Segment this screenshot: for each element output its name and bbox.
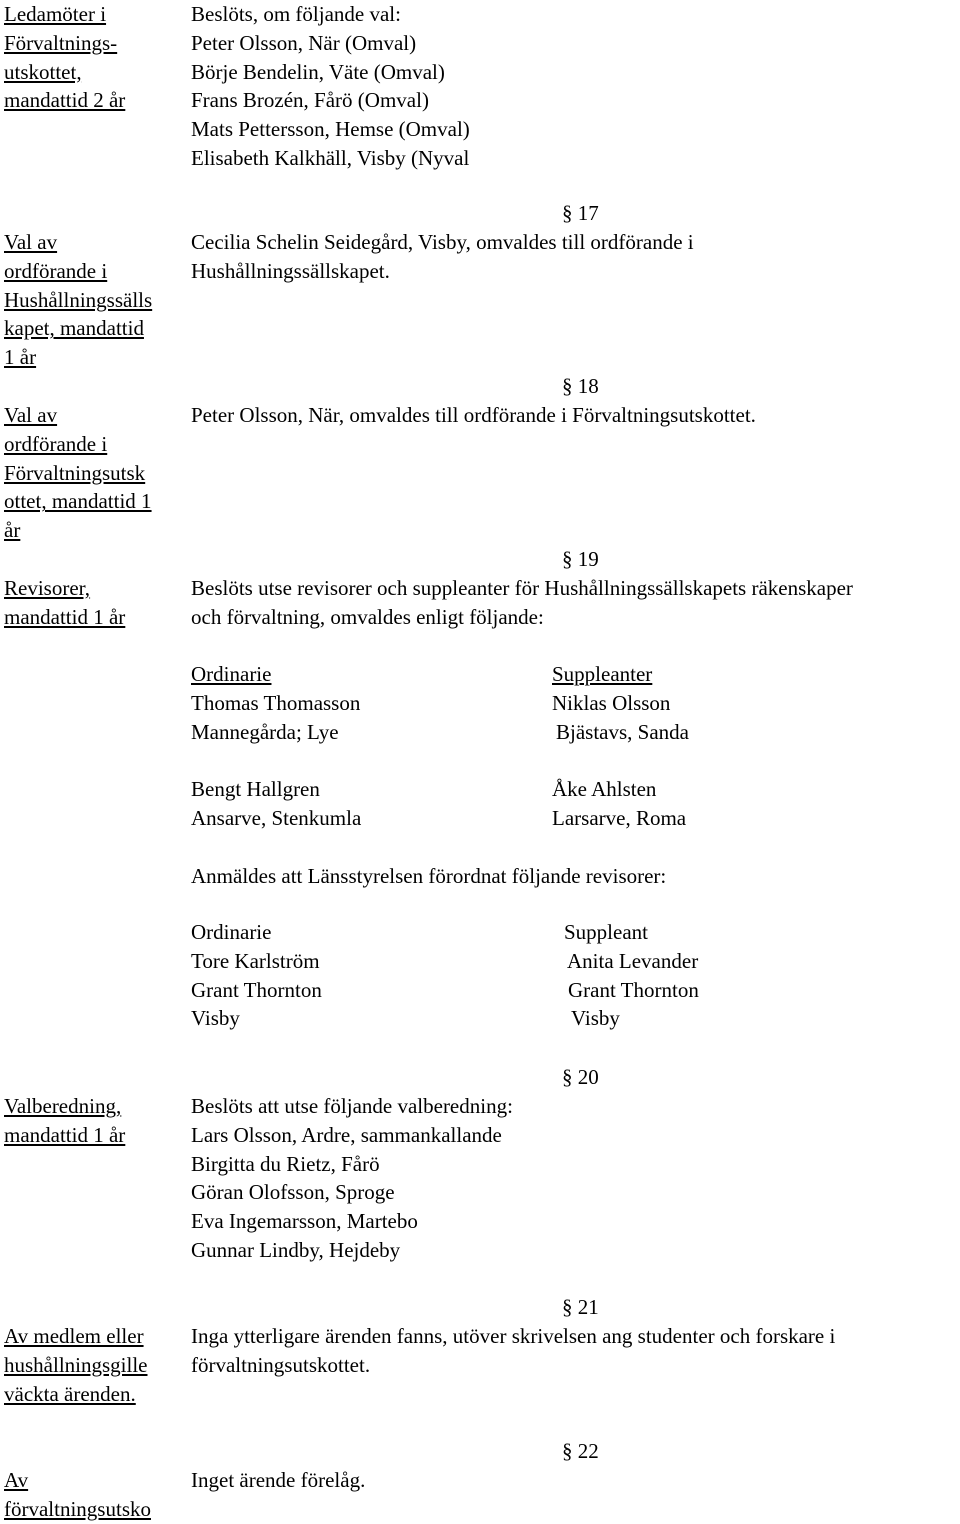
body-line: Cecilia Schelin Seidegård, Visby, omvaldes till ordförande i — [191, 230, 694, 254]
county-auditors-suppleant-column — [564, 918, 699, 1033]
auditor-line: Visby — [191, 1006, 240, 1031]
auditor-line: Anita Levander — [567, 948, 699, 973]
section-body-21 — [191, 1322, 835, 1380]
auditor-line: Tore Karlström — [191, 948, 320, 973]
auditor-line: Bjästavs, Sanda — [556, 719, 689, 744]
margin-heading-arenden — [4, 1322, 184, 1408]
margin-line: Ledamöter i — [4, 2, 107, 26]
body-line: Göran Olofsson, Sproge — [191, 1180, 395, 1205]
margin-heading-valberedning — [4, 1092, 184, 1150]
auditor-line: Grant Thornton — [191, 977, 322, 1002]
column-header: Suppleanter — [552, 662, 653, 686]
margin-line: mandattid 1 år — [4, 1122, 126, 1147]
margin-line: Förvaltningsutsk — [4, 460, 146, 485]
section-body-19 — [191, 574, 853, 632]
body-line: Elisabeth Kalkhäll, Visby (Nyval — [191, 145, 470, 170]
auditor-line: Grant Thornton — [568, 977, 699, 1002]
body-line: Inget ärende förelåg. — [191, 1468, 366, 1492]
margin-line: väckta ärenden. — [4, 1381, 136, 1406]
auditor-line: Niklas Olsson — [552, 690, 671, 715]
margin-line: Val av — [4, 230, 58, 254]
blank-line — [552, 746, 689, 775]
paragraph-number-20: § 20 — [562, 1065, 599, 1089]
margin-line: år — [4, 518, 21, 543]
section-body-ledamoter — [191, 0, 470, 173]
paragraph-number-22: § 22 — [562, 1439, 599, 1463]
paragraph-number-21: § 21 — [562, 1295, 599, 1319]
body-line: Hushållningssällskapet. — [191, 258, 390, 283]
margin-line: förvaltningsutsko — [4, 1496, 151, 1521]
auditor-line: Thomas Thomasson — [191, 690, 361, 715]
section-body-22 — [191, 1466, 365, 1495]
column-header: Ordinarie — [191, 662, 272, 686]
county-note: Anmäldes att Länsstyrelsen förordnat följande revisorer: — [191, 864, 667, 888]
auditor-line: Bengt Hallgren — [191, 777, 320, 802]
blank-line — [191, 746, 361, 775]
margin-line: Valberedning, — [4, 1094, 122, 1118]
margin-line: utskottet, — [4, 59, 82, 84]
margin-heading-val-ordforande — [4, 228, 184, 372]
body-line: Birgitta du Rietz, Fårö — [191, 1151, 380, 1176]
margin-line: ottet, mandattid 1 — [4, 489, 152, 514]
auditor-line: Larsarve, Roma — [552, 805, 687, 830]
margin-line: ordförande i — [4, 258, 108, 283]
margin-heading-forvaltningsutskottet — [4, 1466, 184, 1524]
margin-line: hushållningsgille — [4, 1352, 148, 1377]
body-line: Börje Bendelin, Väte (Omval) — [191, 59, 445, 84]
column-header: Ordinarie — [191, 920, 272, 944]
section-body-20 — [191, 1092, 513, 1265]
margin-heading-val-ordforande-fu — [4, 401, 184, 545]
margin-line: ordförande i — [4, 431, 108, 456]
margin-line: Av medlem eller — [4, 1324, 144, 1348]
margin-line: Av — [4, 1468, 29, 1492]
paragraph-number-19: § 19 — [562, 547, 599, 571]
auditor-line: Åke Ahlsten — [552, 777, 657, 802]
body-line: förvaltningsutskottet. — [191, 1352, 371, 1377]
margin-line: mandattid 1 år — [4, 604, 126, 629]
margin-heading-ledamoter — [4, 0, 184, 115]
section-body-17 — [191, 228, 694, 286]
body-line: Peter Olsson, När, omvaldes till ordförande i Förvaltningsutskottet. — [191, 403, 756, 427]
body-line: Frans Brozén, Fårö (Omval) — [191, 88, 429, 113]
margin-line: Revisorer, — [4, 576, 91, 600]
column-header: Suppleant — [564, 920, 648, 944]
paragraph-number-18: § 18 — [562, 374, 599, 398]
margin-line: kapet, mandattid — [4, 316, 144, 341]
body-line: Beslöts att utse följande valberedning: — [191, 1094, 513, 1118]
body-line: och förvaltning, omvaldes enligt följande: — [191, 604, 544, 629]
body-line: Inga ytterligare ärenden fanns, utöver skrivelsen ang studenter och forskare i — [191, 1324, 836, 1348]
body-line: Peter Olsson, När (Omval) — [191, 30, 417, 55]
body-line: Eva Ingemarsson, Martebo — [191, 1209, 418, 1234]
margin-line: Förvaltnings- — [4, 30, 118, 55]
paragraph-number-17: § 17 — [562, 201, 599, 225]
margin-line: Val av — [4, 403, 58, 427]
section-body-18 — [191, 401, 756, 430]
body-line: Beslöts, om följande val: — [191, 2, 401, 26]
auditors-suppleanter-column — [552, 660, 689, 833]
body-line: Beslöts utse revisorer och suppleanter för Hushållningssällskapets räkenskaper — [191, 576, 853, 600]
county-auditors-ordinarie-column — [191, 918, 322, 1033]
margin-line: mandattid 2 år — [4, 88, 126, 113]
margin-line: 1 år — [4, 345, 37, 370]
auditor-line: Visby — [571, 1006, 620, 1031]
auditor-line: Ansarve, Stenkumla — [191, 805, 362, 830]
margin-line: Hushållningssälls — [4, 287, 153, 312]
body-line: Mats Pettersson, Hemse (Omval) — [191, 117, 470, 142]
body-line: Lars Olsson, Ardre, sammankallande — [191, 1122, 502, 1147]
auditor-line: Mannegårda; Lye — [191, 719, 339, 744]
body-line: Gunnar Lindby, Hejdeby — [191, 1237, 401, 1262]
margin-heading-revisorer — [4, 574, 184, 632]
auditors-ordinarie-column — [191, 660, 361, 833]
